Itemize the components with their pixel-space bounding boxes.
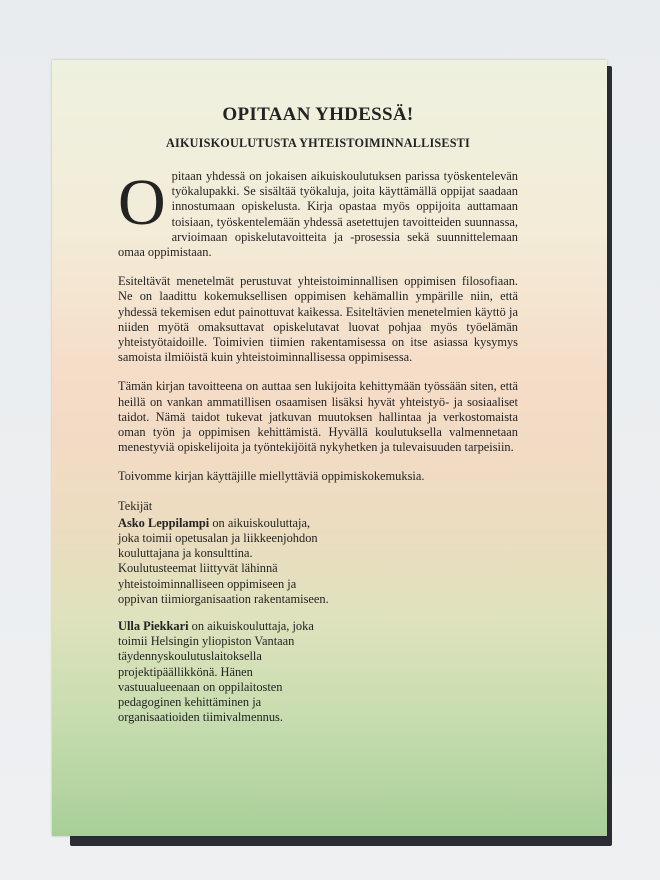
- author-bio: [118, 619, 330, 725]
- cover-text: [118, 104, 518, 738]
- intro-text: pitaan yhdessä on jokaisen aikuiskoulutuksen parissa työskentelevän työkalupakki. Se sisältää työkaluja, joita käyttämällä oppijat saadaan innostumaan opiskelusta. Kirja opastaa myös oppijoita auttamaan toisiaan, työskentelemään yhdessä asetettujen tavoitteiden suunnassa, arvioimaan opiskelutavoitteita ja -prosessia sekä suunnittelemaan omaa oppimistaan.: [118, 169, 518, 260]
- authors-heading: Tekijät: [118, 498, 153, 513]
- author-description: on aikuiskouluttaja, joka toimii opetusalan ja liikkeenjohdon kouluttajana ja konsulttina. Koulutusteemat liittyvät lähinnä yhteistoiminnalliseen oppimiseen ja oppivan tiimiorganisaation rakentamiseen.: [118, 515, 329, 606]
- intro-paragraph: [118, 166, 518, 260]
- author-name: Asko Leppilampi: [118, 515, 210, 530]
- paragraph-wish: Toivomme kirjan käyttäjille miellyttäviä oppimiskokemuksia.: [118, 469, 425, 484]
- drop-cap: O: [118, 166, 166, 239]
- author-description: on aikuiskouluttaja, joka toimii Helsingin yliopiston Vantaan täydennyskoulutuslaitoksella projektipäällikkönä. Hänen vastuualueenaan on oppilaitosten pedagoginen kehittäminen ja organisaatioiden tiimivalmennus.: [118, 619, 314, 725]
- cover-title: OPITAAN YHDESSÄ!: [222, 104, 414, 125]
- cover-subtitle: AIKUISKOULUTUSTA YHTEISTOIMINNALLISESTI: [166, 136, 470, 150]
- author-bio: [118, 516, 330, 607]
- author-name: Ulla Piekkari: [118, 619, 189, 634]
- paragraph-methods: Esiteltävät menetelmät perustuvat yhteistoiminnallisen oppimisen filosofiaan. Ne on laadittu kokemuksellisen oppimisen kehämallin ympärille niin, että yhdessä tekemisen edut painottuvat kaikessa. Esiteltävien menetelmien käyttö ja niiden myötä omaksuttavat opiskelutavat luovat pohjaa myös työelämän yhteistyötaidoille. Toimivien tiimien rakentamisessa on itse asiassa kysymys samoista ilmiöistä kuin yhteistoiminnallisessa oppimisessa.: [118, 274, 518, 365]
- paragraph-goals: Tämän kirjan tavoitteena on auttaa sen lukijoita kehittymään työssään siten, että heillä on vankan ammatillisen osaamisen lisäksi hyvät yhteistyö- ja sosiaaliset taidot. Nämä taidot tukevat jatkuvan muutoksen hallintaa ja verkostomaista oman työn ja oppimisen kehittämistä. Hyvällä koulutuksella valmennetaan menestyviä opiskelijoita ja työntekijöitä nykyhetken ja tulevaisuuden tarpeisiin.: [118, 379, 518, 455]
